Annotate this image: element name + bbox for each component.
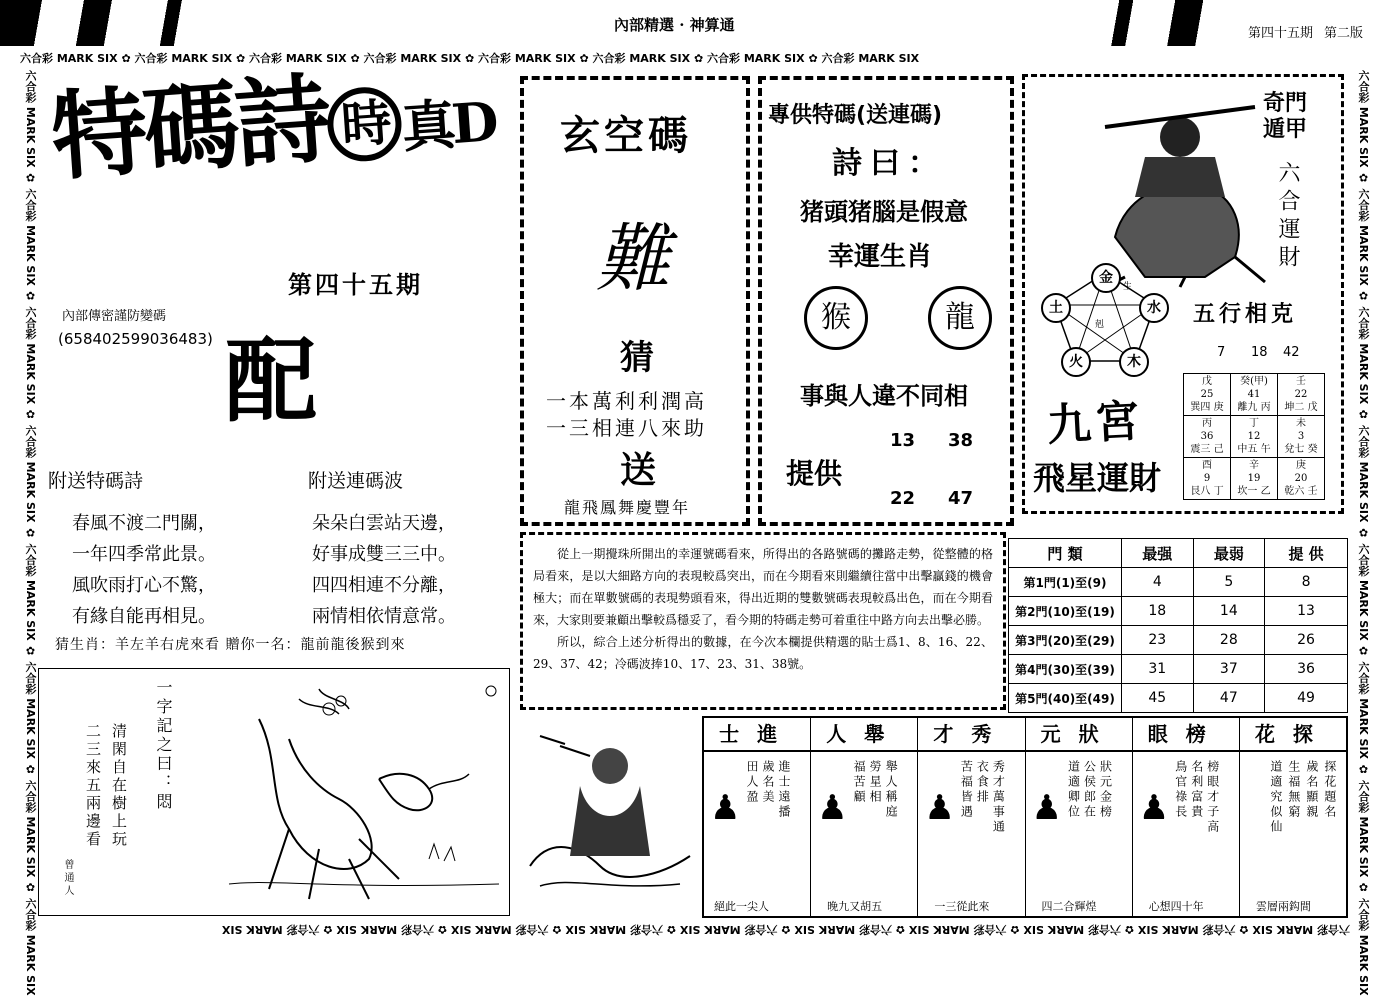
- scholar-panels: [702, 716, 1348, 918]
- element-metal: 金: [1091, 263, 1121, 293]
- xuankong-line1: 一本萬利利潤高: [546, 389, 707, 413]
- five-number-3: 42: [1283, 345, 1300, 360]
- five-title: 五行相克: [1193, 301, 1298, 327]
- analysis-para1: 從上一期攪珠所開出的幸運號碼看來，所得出的各路號碼的攤路走勢，從整體的格局看來，是以大細路方向的表現較爲突出，而在今期看來則繼續往當中出擊贏錢的機會極大；而在單數號碼的表現勢頭看來，得出近期的雙數號碼表現較爲出色，而在今期看來，大家則要兼顧出擊較爲穩妥了，看今期的特碼走勢可着重往中路方向去出擊必勝。: [533, 547, 993, 627]
- five-number-1: 7: [1217, 345, 1226, 360]
- gate-table: [1008, 538, 1348, 713]
- guess-label: 猜: [620, 338, 654, 378]
- scholar-panel: 才秀 ♟ 秀才萬事通 衣食排 苦福皆遇 一三從此來: [918, 718, 1025, 916]
- qimen-title: 奇門遁甲: [1262, 91, 1307, 142]
- nine-palace-sub: 飛星運財: [1033, 459, 1162, 497]
- panel-figure-icon: ♟: [924, 788, 955, 828]
- panel-figure-icon: ♟: [1031, 788, 1062, 828]
- riddle-panel: [38, 668, 510, 916]
- nine-palace-title: 九宮: [1045, 395, 1145, 452]
- border-left: 六合彩 MARK SIX ✿ 六合彩 MARK SIX ✿ 六合彩 MARK SIX ✿ 六合彩 MARK SIX ✿ 六合彩 MARK SIX ✿ 六合彩 MARK SIX ✿ 六合彩 MARK SIX ✿ 六合彩 MARK SIX: [24, 70, 37, 996]
- analysis-para2: 所以，綜合上述分析得出的數據，在今次本欄提供精選的貼士爲1、8、16、22、29、37、42；冷碼波捧10、17、23、31、38號。: [533, 635, 993, 671]
- panel-figure-icon: ♟: [710, 788, 741, 828]
- deer-monkey-illustration: [229, 679, 499, 909]
- special-line1: 猪頭猪腦是假意: [800, 198, 968, 226]
- issue-label: 第四十五期: [288, 270, 423, 299]
- signature: 曾通人: [62, 859, 73, 898]
- poem-col-2: 二三來五兩邊看: [84, 723, 102, 849]
- qimen-side: 六合運財: [1275, 161, 1300, 273]
- header-edition: 第二版: [1324, 22, 1363, 41]
- xuankong-glyph: 難: [596, 216, 670, 302]
- poem-label: 詩曰：: [832, 146, 946, 181]
- element-note-overcome: 剋: [1095, 320, 1105, 330]
- guess-line: 猜生肖：羊左羊右虎來看 贈你一名：龍前龍後猴到來: [55, 637, 406, 653]
- poem-lines: 春風不渡二門關， 一年四季常此景。 風吹雨打心不驚， 有緣自能再相見。: [72, 513, 216, 627]
- special-line3: 事與人違不同相: [800, 382, 968, 410]
- qimen-panel: [1022, 74, 1344, 514]
- panel-figure-icon: ♟: [1138, 788, 1170, 828]
- header-issue: 第四十五期: [1248, 22, 1313, 41]
- border-right: 六合彩 MARK SIX ✿ 六合彩 MARK SIX ✿ 六合彩 MARK SIX ✿ 六合彩 MARK SIX ✿ 六合彩 MARK SIX ✿ 六合彩 MARK SIX ✿ 六合彩 MARK SIX ✿ 六合彩 MARK SIX: [1357, 70, 1370, 996]
- immortal-illustration: [520, 716, 700, 916]
- element-wood: 木: [1119, 347, 1149, 377]
- panel-figure-icon: ♟: [817, 788, 848, 828]
- element-water: 水: [1139, 293, 1169, 323]
- scholar-panel: 眼榜 ♟ 榜眼才子高 名利富貴 鳥官祿長 心想四十年: [1133, 718, 1240, 916]
- poem-col-1: 清閑自在樹上玩: [110, 723, 128, 849]
- riddle-text: 一字記之曰：悶: [154, 679, 173, 812]
- nine-palace-grid: 戊 25 巽四 庚 癸(甲) 41 離九 丙 壬 22 坤二 戊 丙 36 震三 己 丁 12 中五 午 未 3 兌七 癸 酉 9 艮八 丁 辛 19 坎一 乙 庚 20 乾六 壬: [1183, 373, 1325, 500]
- scholar-panel: 士進 ♟ 進士遠播 歲名美 田人盈 絕此一尖人: [704, 718, 811, 916]
- table-row: 第2門(10)至(19) 18 14 13: [1009, 597, 1348, 626]
- scholar-panel: 花探 探花題名 歲名顯親 生福無窮 道適究似仙 雲層兩鈎間: [1240, 718, 1346, 916]
- xuankong-title: 玄空碼: [560, 112, 692, 159]
- border-bottom: 六合彩 MARK SIX ✿ 六合彩 MARK SIX ✿ 六合彩 MARK SIX ✿ 六合彩 MARK SIX ✿ 六合彩 MARK SIX ✿ 六合彩 MARK SIX ✿ 六合彩 MARK SIX ✿ 六合彩 MARK SIX ✿ 六合彩 MARK SIX ✿ 六合彩 MARK SIX: [221, 923, 1350, 936]
- send-label: 送: [620, 449, 657, 491]
- element-note-generate: 生: [1123, 282, 1133, 292]
- header-title: 內部精選 · 神算通: [608, 14, 741, 35]
- scholar-panel: 元狀 ♟ 狀元金榜 公侯郎在 道適卿位 四二合輝煌: [1026, 718, 1133, 916]
- zodiac-monkey: 猴: [804, 286, 868, 350]
- note-code: (658402599036483): [58, 330, 213, 348]
- gate-header-row: 門 類 最强 最弱 提 供: [1009, 539, 1348, 568]
- analysis-panel: [520, 532, 1006, 710]
- number-4: 47: [948, 488, 974, 509]
- table-row: 第3門(20)至(29) 23 28 26: [1009, 626, 1348, 655]
- number-1: 13: [890, 430, 916, 451]
- five-number-2: 18: [1251, 345, 1268, 360]
- provide-label: 提供: [786, 457, 843, 490]
- element-fire: 火: [1061, 347, 1091, 377]
- xuankong-line2: 一三相連八來助: [546, 416, 707, 440]
- special-title: 專供特碼(送連碼): [768, 103, 943, 128]
- zodiac-dragon: 龍: [928, 286, 992, 350]
- number-3: 22: [890, 488, 916, 509]
- special-line2: 幸運生肖: [828, 242, 933, 272]
- title-circle: 時: [325, 85, 404, 164]
- wave-heading: 附送連碼波: [308, 470, 404, 492]
- table-row: 第4門(30)至(39) 31 37 36: [1009, 655, 1348, 684]
- scholar-panel: 人舉 ♟ 舉人稱庭 勞星相 福苦顧 晚九又胡五: [811, 718, 918, 916]
- xuankong-footer: 龍飛鳳舞慶豐年: [564, 498, 691, 517]
- element-earth: 土: [1041, 293, 1071, 323]
- big-character: 配: [225, 327, 318, 435]
- border-top: 六合彩 MARK SIX ✿ 六合彩 MARK SIX ✿ 六合彩 MARK SIX ✿ 六合彩 MARK SIX ✿ 六合彩 MARK SIX ✿ 六合彩 MARK SIX ✿ 六合彩 MARK SIX ✿ 六合彩 MARK SIX: [20, 52, 920, 65]
- note-secret: 內部傳密謹防變碼: [62, 309, 167, 324]
- table-row: 第5門(40)至(49) 45 47 49: [1009, 684, 1348, 713]
- poem-heading: 附送特碼詩: [48, 470, 144, 492]
- table-row: 第1門(1)至(9) 4 5 8: [1009, 568, 1348, 597]
- xuankong-panel: [520, 76, 750, 526]
- special-panel: [758, 76, 1014, 526]
- number-2: 38: [948, 430, 974, 451]
- wave-lines: 朵朵白雲站天邊， 好事成雙三三中。 四四相連不分離， 兩情相依情意常。: [312, 513, 456, 627]
- main-title: 特碼詩 時 真D: [47, 62, 497, 194]
